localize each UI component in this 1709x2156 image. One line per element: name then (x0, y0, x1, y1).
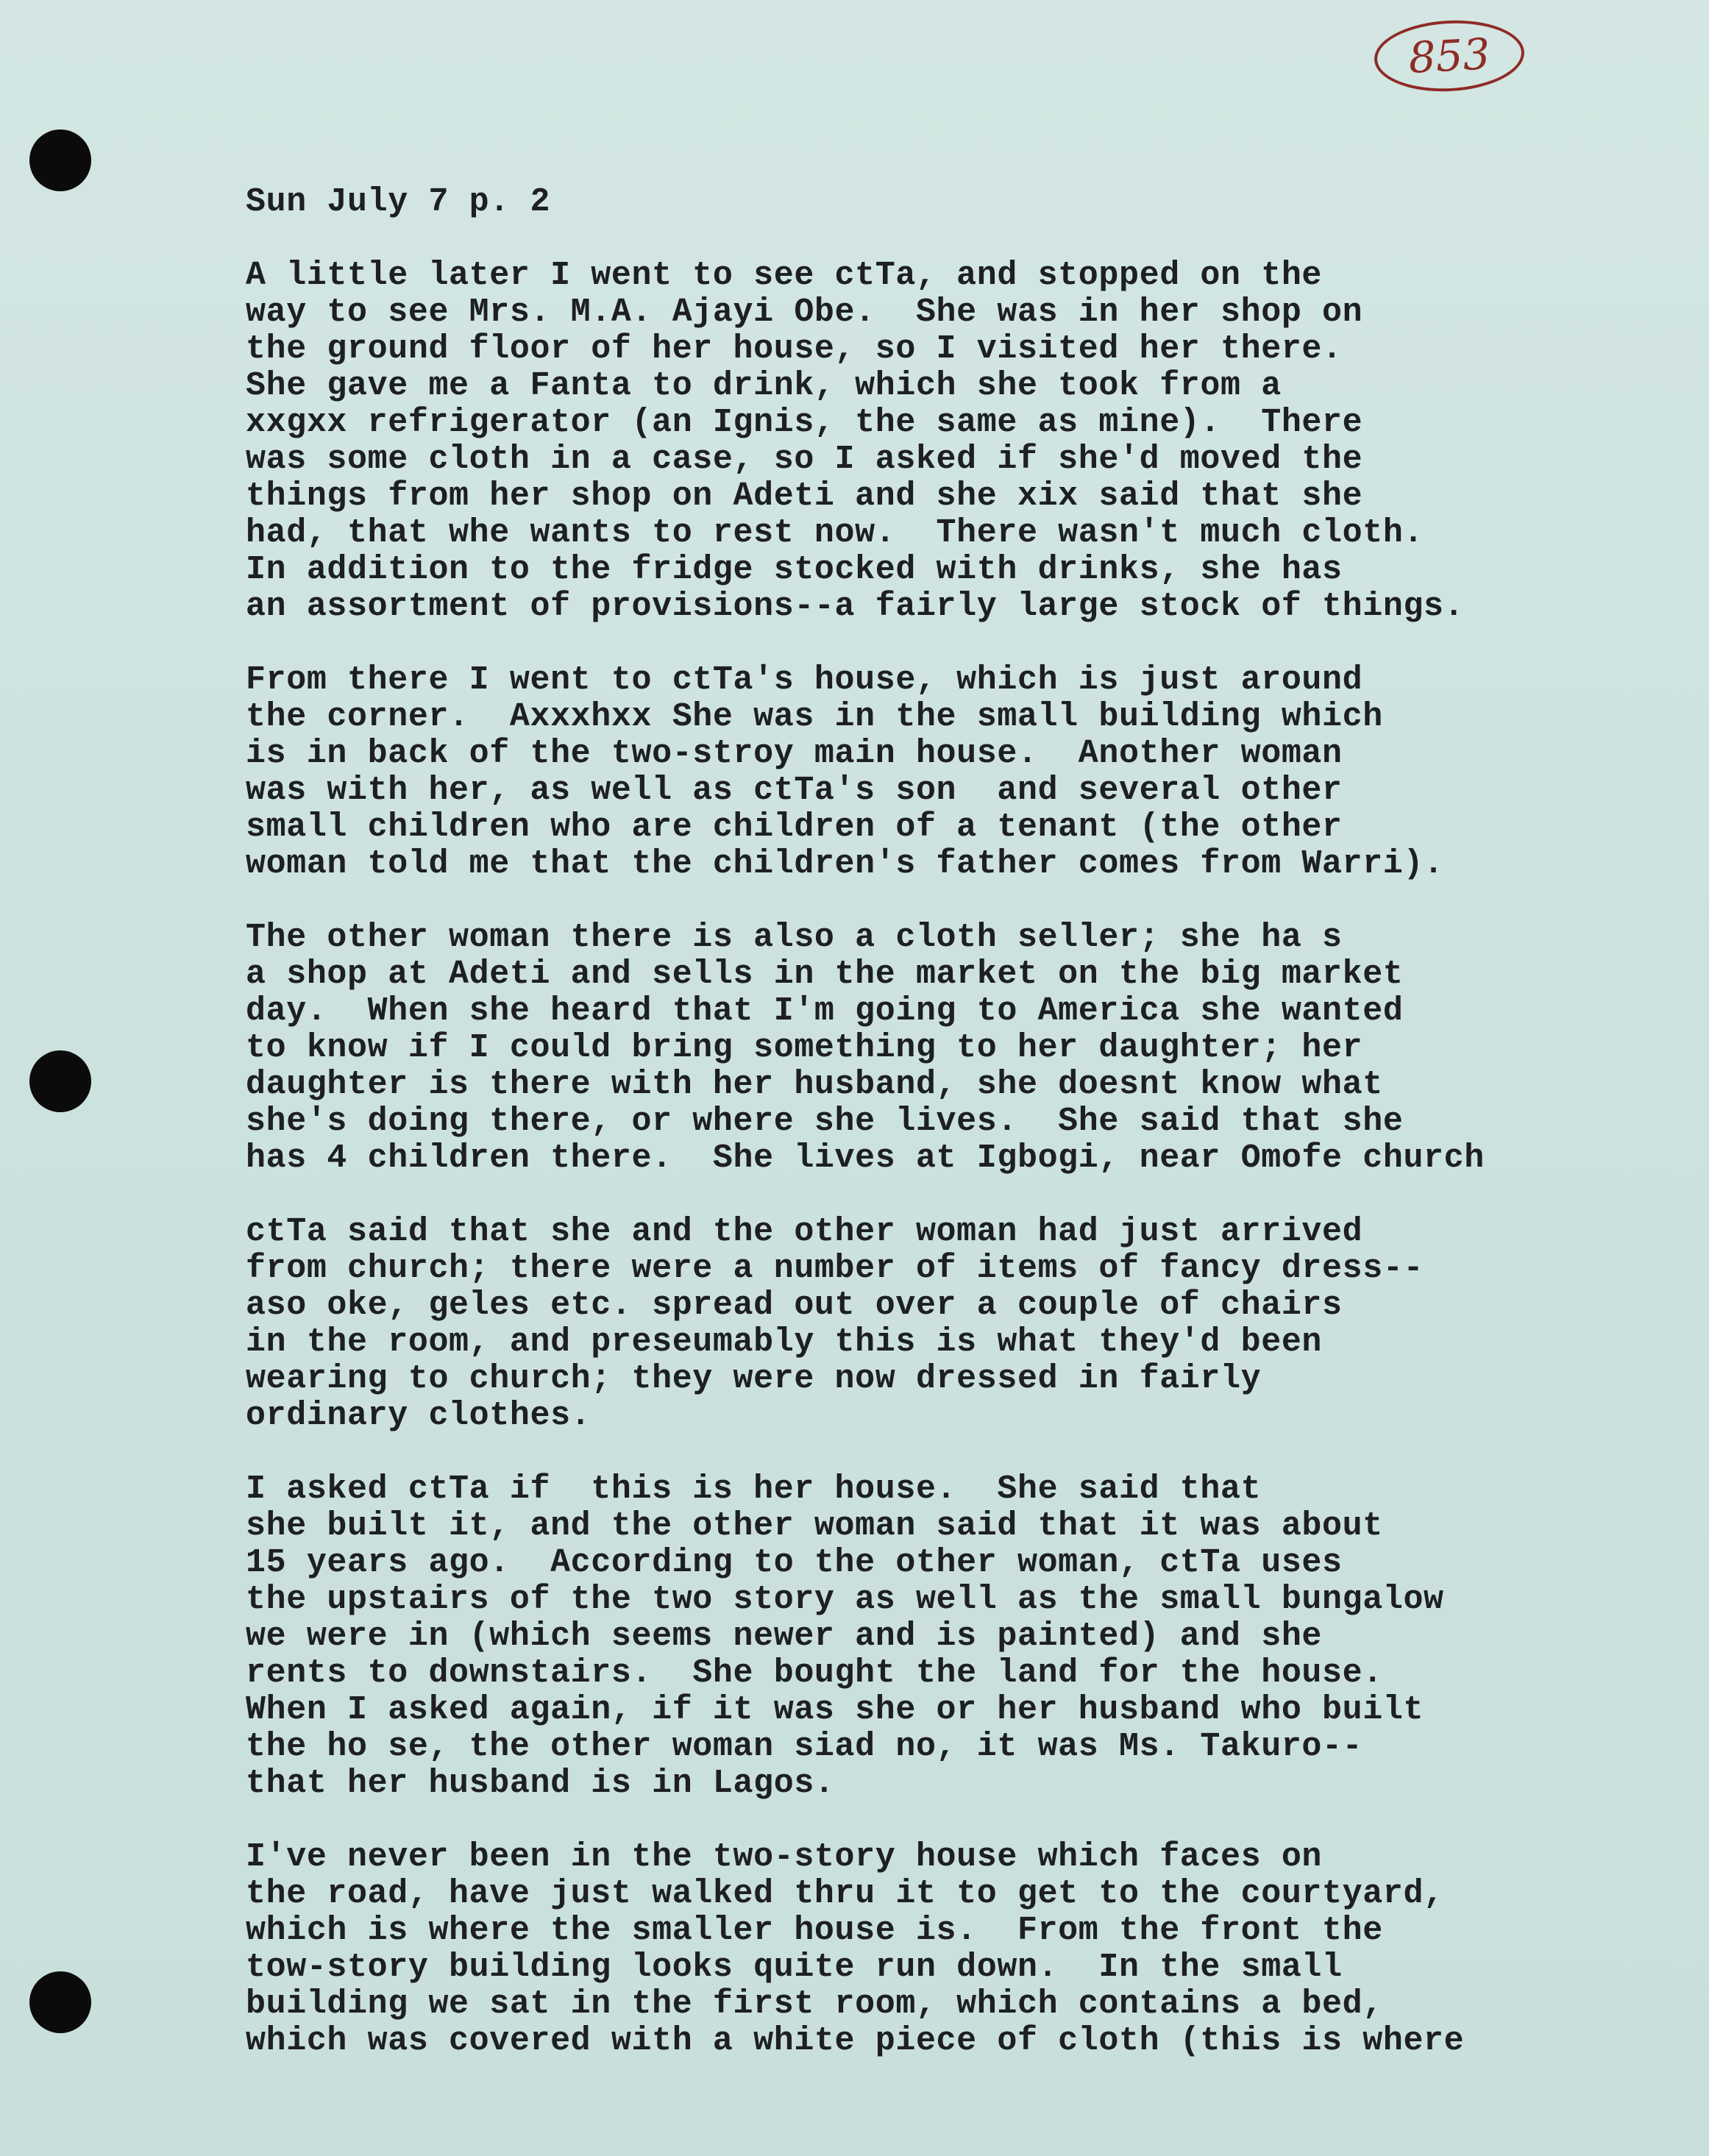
text-line: From there I went to ctTa's house, which is just around (246, 661, 1363, 699)
text-line: She gave me a Fanta to drink, which she took from a (246, 367, 1282, 405)
text-line: has 4 children there. She lives at Igbogi, near Omofe church (246, 1139, 1485, 1177)
text-line: the ground floor of her house, so I visited her there. (246, 330, 1343, 368)
page-number-annotation: 853 (1373, 17, 1527, 96)
text-line: to know if I could bring something to her daughter; her (246, 1029, 1363, 1067)
paragraph-5 (246, 1471, 1644, 1802)
text-line: a shop at Adeti and sells in the market on the big market (246, 956, 1404, 993)
text-line: I asked ctTa if this is her house. She said that (246, 1470, 1262, 1508)
punch-hole-bottom (29, 1971, 91, 2033)
text-line: the ho se, the other woman siad no, it was Ms. Takuro-- (246, 1728, 1363, 1765)
typed-text-body (246, 184, 1644, 2096)
text-line: was some cloth in a case, so I asked if she'd moved the (246, 441, 1363, 478)
text-line: we were in (which seems newer and is painted) and she (246, 1618, 1323, 1655)
text-line: from church; there were a number of items of fancy dress-- (246, 1250, 1424, 1287)
text-line: she's doing there, or where she lives. She said that she (246, 1103, 1404, 1140)
text-line: wearing to church; they were now dressed in fairly (246, 1360, 1262, 1398)
text-line: woman told me that the children's father comes from Warri). (246, 845, 1444, 883)
text-line: small children who are children of a tenant (the other (246, 808, 1343, 846)
text-line: that her husband is in Lagos. (246, 1765, 835, 1802)
text-line: is in back of the two-stroy main house. Another woman (246, 735, 1343, 772)
text-line: aso oke, geles etc. spread out over a couple of chairs (246, 1287, 1343, 1324)
text-line: an assortment of provisions--a fairly large stock of things. (246, 588, 1465, 625)
text-line: which was covered with a white piece of cloth (this is where (246, 2022, 1465, 2060)
text-line: rents to downstairs. She bought the land for the house. (246, 1654, 1383, 1692)
paragraph-6 (246, 1839, 1644, 2060)
text-line: daughter is there with her husband, she doesnt know what (246, 1066, 1383, 1103)
text-line: the road, have just walked thru it to get to the courtyard, (246, 1875, 1444, 1913)
text-line: ordinary clothes. (246, 1397, 591, 1434)
text-line: When I asked again, if it was she or her husband who built (246, 1691, 1424, 1729)
text-line: ctTa said that she and the other woman had just arrived (246, 1213, 1363, 1250)
text-line: the upstairs of the two story as well as the small bungalow (246, 1581, 1444, 1618)
paragraph-1 (246, 257, 1644, 625)
paragraph-4 (246, 1214, 1644, 1434)
page-heading: Sun July 7 p. 2 (246, 183, 551, 221)
text-line: which is where the smaller house is. From the front the (246, 1912, 1383, 1949)
paragraph-2 (246, 662, 1644, 883)
text-line: 15 years ago. According to the other woman, ctTa uses (246, 1544, 1343, 1582)
text-line: tow-story building looks quite run down. In the small (246, 1949, 1343, 1986)
punch-hole-middle (29, 1050, 91, 1112)
text-line: she built it, and the other woman said that it was about (246, 1507, 1383, 1545)
text-line: the corner. Axxxhxx She was in the small building which (246, 698, 1383, 736)
text-line: The other woman there is also a cloth seller; she ha s (246, 919, 1343, 956)
text-line: in the room, and preseumably this is what they'd been (246, 1323, 1323, 1361)
text-line: had, that whe wants to rest now. There wasn't much cloth. (246, 514, 1424, 552)
text-line: day. When she heard that I'm going to America she wanted (246, 992, 1404, 1030)
text-line: A little later I went to see ctTa, and stopped on the (246, 257, 1323, 294)
punch-hole-top (29, 129, 91, 191)
text-line: things from her shop on Adeti and she xix said that she (246, 477, 1363, 515)
text-line: In addition to the fridge stocked with drinks, she has (246, 551, 1343, 588)
text-line: I've never been in the two-story house which faces on (246, 1838, 1323, 1876)
text-line: building we sat in the first room, which contains a bed, (246, 1985, 1383, 2023)
text-line: was with her, as well as ctTa's son and several other (246, 772, 1343, 809)
text-line: way to see Mrs. M.A. Ajayi Obe. She was in her shop on (246, 293, 1363, 331)
text-line: xxgxx refrigerator (an Ignis, the same as mine). There (246, 404, 1363, 441)
paragraph-3 (246, 919, 1644, 1177)
